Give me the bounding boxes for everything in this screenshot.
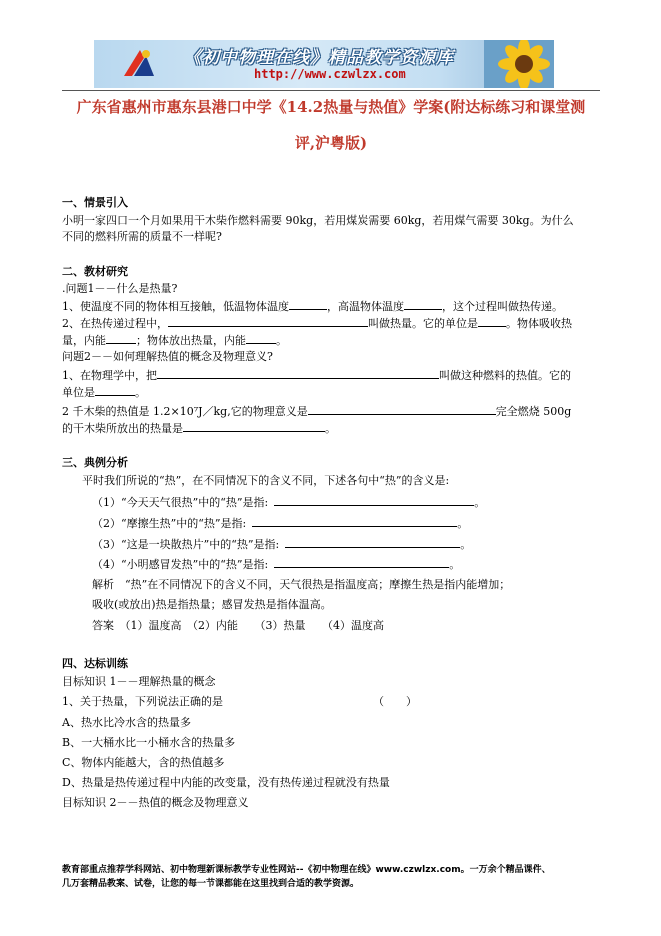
question-1-title: .问题1－－什么是热量? xyxy=(62,282,178,295)
blank[interactable] xyxy=(157,367,439,379)
example-item-2: （2）“摩擦生热”中的“热”是指: 。 xyxy=(92,517,469,530)
blank[interactable] xyxy=(246,332,276,344)
example-item-3: （3）“这是一块散热片”中的“热”是指: 。 xyxy=(92,538,472,551)
blank[interactable] xyxy=(274,556,449,568)
section-heading-2: 二、教材研究 xyxy=(62,265,128,278)
document-title-line2: 评,沪粤版) xyxy=(294,134,368,152)
example-item-1: （1）“今天天气很热”中的“热”是指: 。 xyxy=(92,496,486,509)
banner-title: 《初中物理在线》精品教学资源库 xyxy=(184,48,454,68)
fill-line-4: 1、在物理学中，把 叫做这种燃料的热值。它的 xyxy=(62,369,571,382)
fill-line-6: 2 千木柴的热值是 1.2×10⁷J／kg,它的物理意义是 完全燃烧 500g xyxy=(62,405,572,418)
answer-paren[interactable]: （ ） xyxy=(373,695,417,708)
blank[interactable] xyxy=(168,315,368,327)
fill-line-2: 2、在热传递过程中， 叫做热量。它的单位是 。物体吸收热 xyxy=(62,317,572,330)
section-heading-3: 三、典例分析 xyxy=(62,456,128,469)
footer-line-2: 几万套精品教案、试卷，让您的每一节课都能在这里找到合适的教学资源。 xyxy=(62,879,360,889)
header-banner xyxy=(94,40,554,88)
section-heading-4: 四、达标训练 xyxy=(62,657,128,670)
example-intro: 平时我们所说的“热”，在不同情况下的含义不同，下述各句中“热”的含义是: xyxy=(82,474,450,487)
banner-url[interactable]: http://www.czwlzx.com xyxy=(254,67,406,81)
blank[interactable] xyxy=(183,420,325,432)
blank[interactable] xyxy=(274,494,474,506)
fill-line-1: 1、使温度不同的物体相互接触，低温物体温度 ，高温物体温度 ，这个过程叫做热传递。 xyxy=(62,300,563,313)
analysis-line-2: 吸收(或放出)热是指热量；感冒发热是指体温高。 xyxy=(92,598,332,611)
sunflower-icon xyxy=(484,40,554,88)
option-b[interactable]: B、一大桶水比一小桶水含的热量多 xyxy=(62,736,236,749)
fill-line-3: 量，内能 ；物体放出热量，内能 。 xyxy=(62,334,287,347)
option-c[interactable]: C、物体内能越大，含的热值越多 xyxy=(62,756,225,769)
header-divider xyxy=(62,90,600,91)
fill-line-5: 单位是 。 xyxy=(62,386,146,399)
blank[interactable] xyxy=(252,515,457,527)
blank[interactable] xyxy=(106,332,136,344)
blank[interactable] xyxy=(308,403,496,415)
question-2-title: 问题2－－如何理解热值的概念及物理意义? xyxy=(62,350,273,363)
blank[interactable] xyxy=(289,298,327,310)
goal-2: 目标知识 2－－热值的概念及物理意义 xyxy=(62,796,249,809)
answer-line: 答案 （1）温度高 （2）内能 （3）热量 （4）温度高 xyxy=(92,619,384,632)
footer-line-1: 教育部重点推荐学科网站、初中物理新课标教学专业性网站--《初中物理在线》www.czwlzx.com。一万余个精品课件、 xyxy=(62,865,551,875)
site-logo-icon xyxy=(120,46,158,82)
blank[interactable] xyxy=(285,536,460,548)
intro-paragraph-line2: 不同的燃料所需的质量不一样呢? xyxy=(62,230,222,243)
goal-1: 目标知识 1－－理解热量的概念 xyxy=(62,675,216,688)
practice-question-1: 1、关于热量，下列说法正确的是 （ ） xyxy=(62,695,417,708)
fill-line-7: 的干木柴所放出的热量是 。 xyxy=(62,422,336,435)
option-a[interactable]: A、热水比冷水含的热量多 xyxy=(62,716,191,729)
blank[interactable] xyxy=(478,315,506,327)
option-d[interactable]: D、热量是热传递过程中内能的改变量，没有热传递过程就没有热量 xyxy=(62,776,390,789)
intro-paragraph-line1: 小明一家四口一个月如果用干木柴作燃料需要 90kg，若用煤炭需要 60kg，若用煤气需要 30kg。为什么 xyxy=(62,214,574,227)
example-item-4: （4）“小明感冒发热”中的“热”是指: 。 xyxy=(92,558,461,571)
blank[interactable] xyxy=(95,384,135,396)
section-heading-1: 一、情景引入 xyxy=(62,196,128,209)
blank[interactable] xyxy=(404,298,442,310)
document-title-line1: 广东省惠州市惠东县港口中学《14.2热量与热值》学案(附达标练习和课堂测 xyxy=(76,98,586,116)
analysis-line-1: 解析 “热”在不同情况下的含义不同，天气很热是指温度高；摩擦生热是指内能增加； xyxy=(92,578,511,591)
